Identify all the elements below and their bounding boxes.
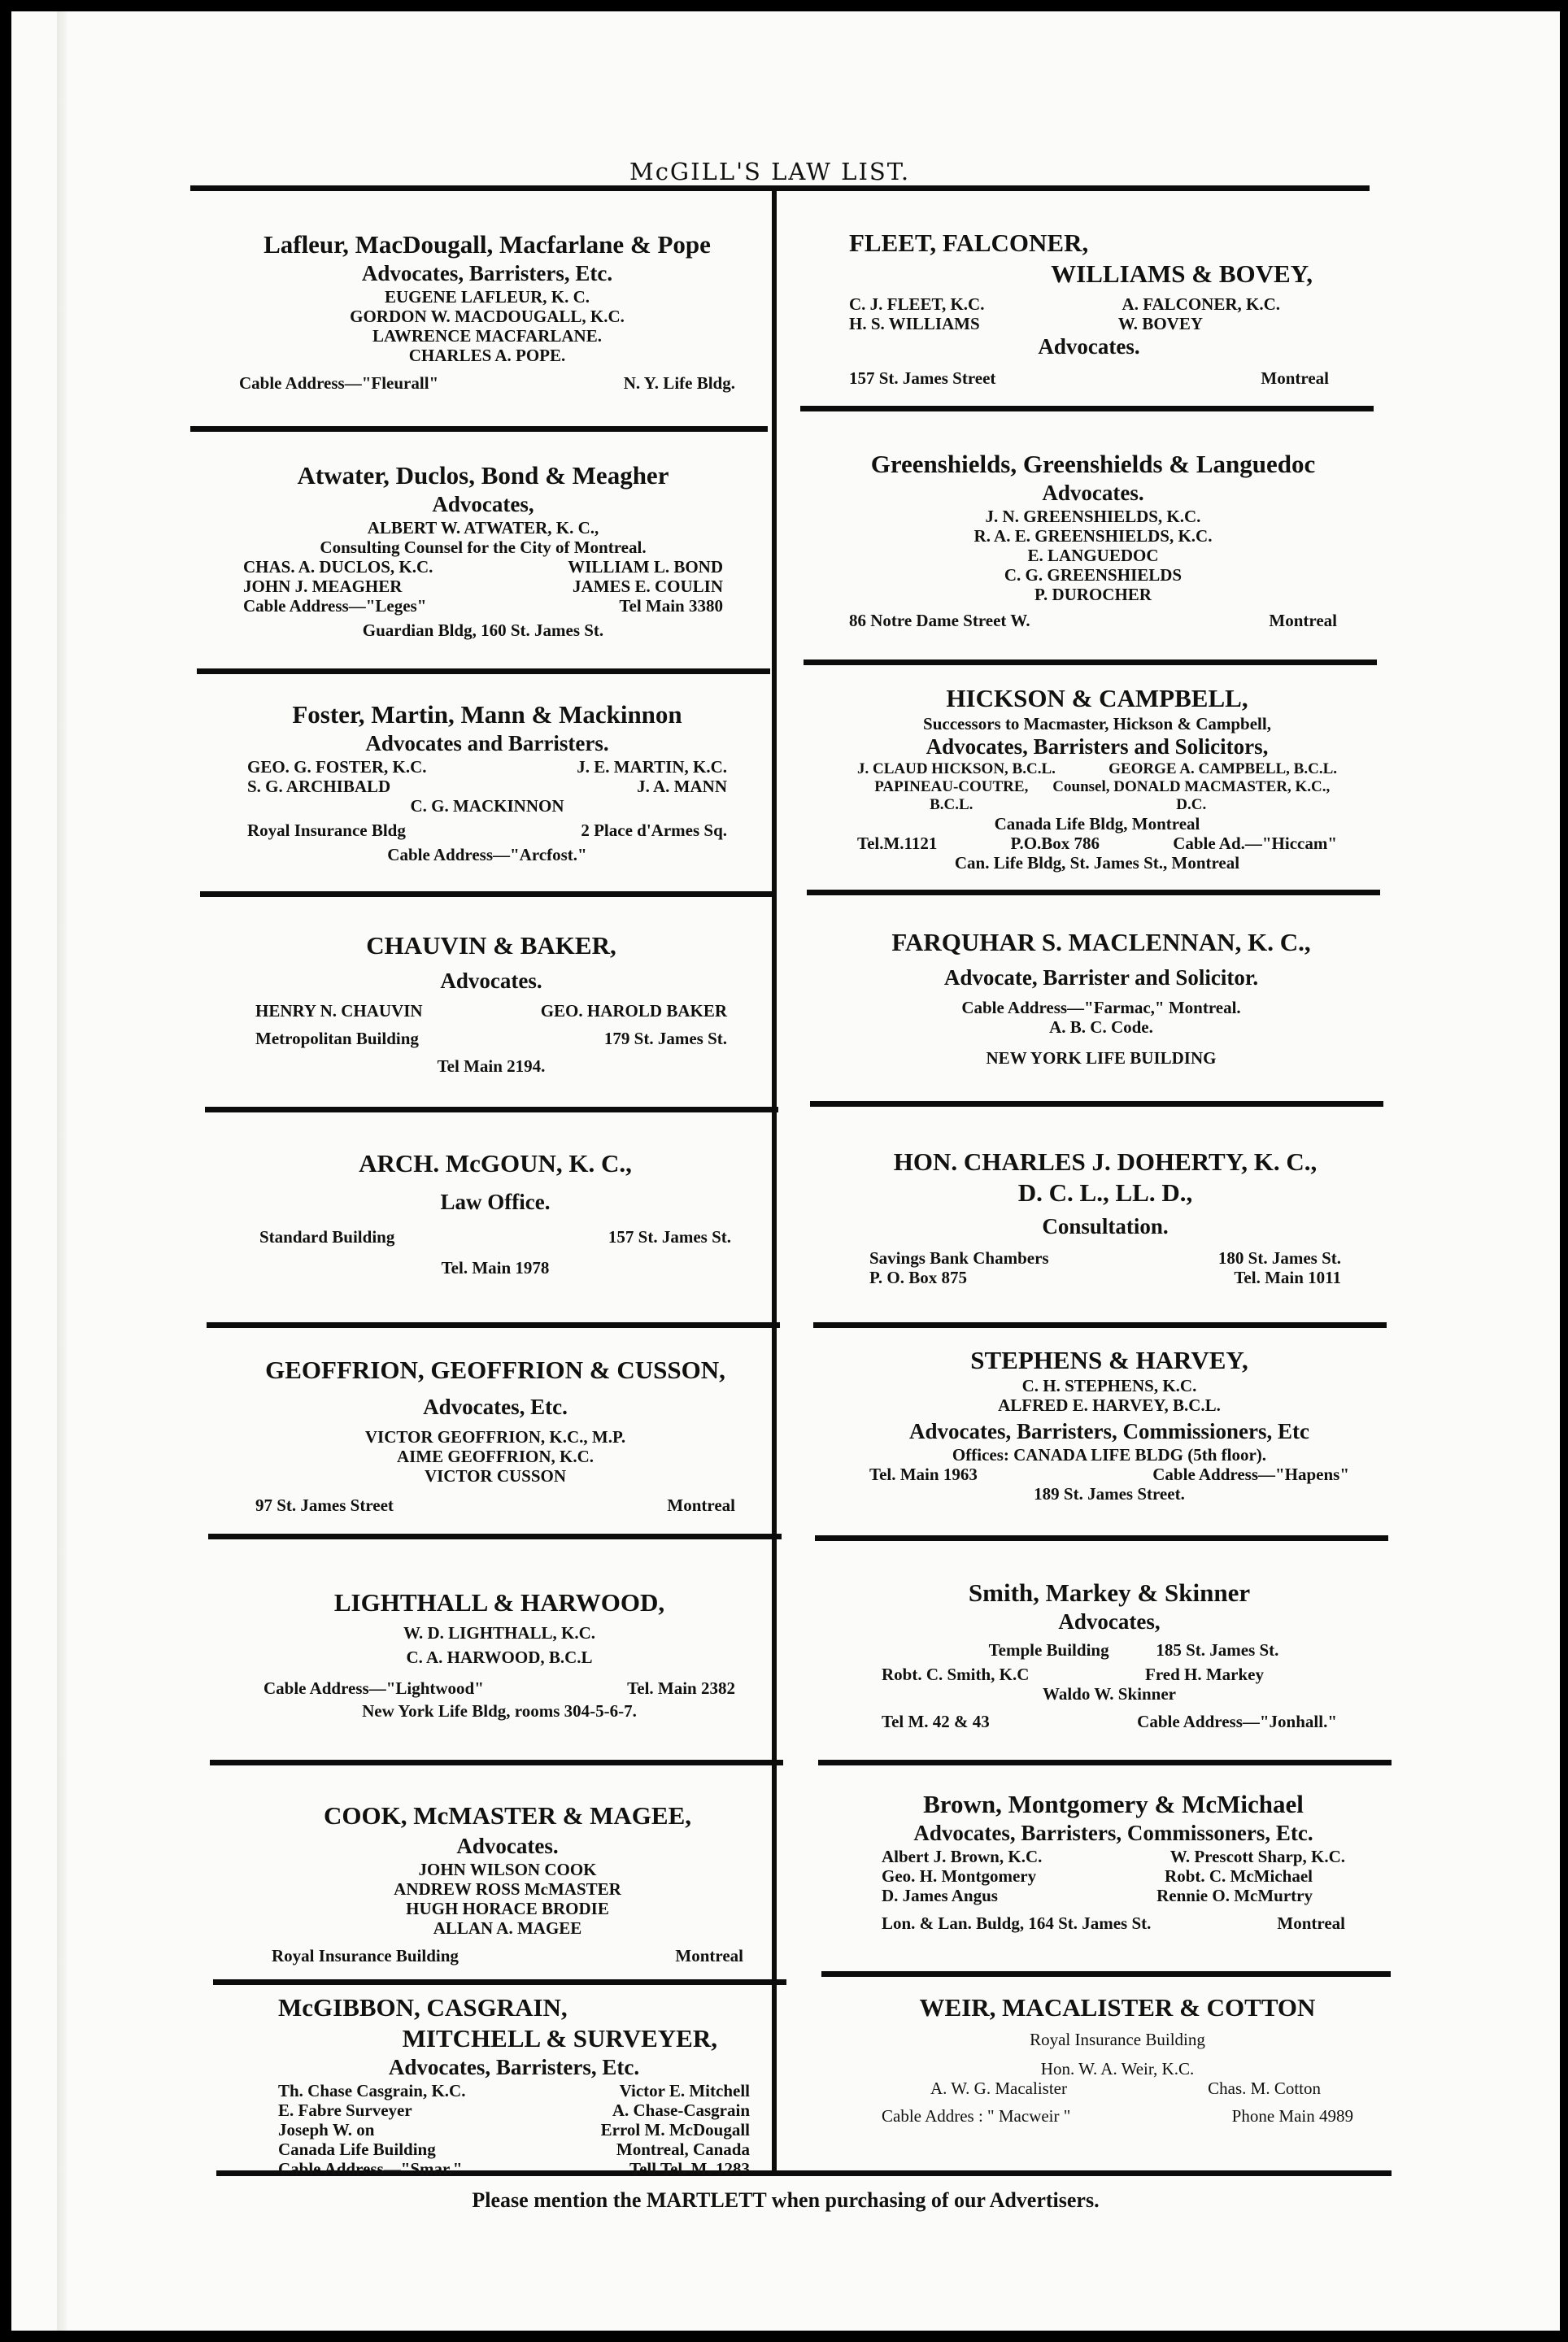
- pair-left: CHAS. A. DUCLOS, K.C.: [243, 557, 433, 577]
- ad-line: E. LANGUEDOC: [1027, 546, 1159, 565]
- pair-left: JOHN J. MEAGHER: [243, 577, 403, 596]
- ad-smith: [882, 1578, 1337, 1731]
- ad-hickson: [857, 683, 1337, 873]
- pair-right: W. BOVEY: [1117, 314, 1203, 333]
- ad-line: HUGH HORACE BRODIE: [406, 1899, 609, 1918]
- ad-pair: [243, 596, 723, 616]
- ad-maclennan: [865, 927, 1337, 1068]
- pair-right: JAMES E. COULIN: [573, 577, 723, 596]
- pair-left: Tel M. 42 & 43: [882, 1712, 990, 1731]
- ad-pair: [255, 1001, 727, 1021]
- pair-left: Th. Chase Casgrain, K.C.: [278, 2081, 466, 2100]
- pair-right: Counsel, DONALD MACMASTER, K.C., D.C.: [1052, 778, 1331, 813]
- pair-right: Victor E. Mitchell: [619, 2081, 750, 2100]
- pair-left: E. Fabre Surveyer: [278, 2100, 412, 2120]
- advertiser-notice: Please mention the MARTLETT when purchasing of our Advertisers.: [472, 2188, 1100, 2212]
- column-divider: [772, 185, 777, 2176]
- phone: Tel.M.1121: [857, 834, 938, 853]
- pair-left: Joseph W. on: [278, 2120, 375, 2140]
- ad-pair: [278, 2120, 750, 2140]
- pair-right: Montreal: [1269, 611, 1337, 630]
- ad-cook: [272, 1800, 743, 1965]
- ad-geoffrion: [255, 1355, 735, 1515]
- pair-left: Royal Insurance Building: [272, 1946, 459, 1965]
- pair-right: A. FALCONER, K.C.: [1122, 294, 1280, 314]
- pair-left: Lon. & Lan. Buldg, 164 St. James St.: [882, 1913, 1152, 1933]
- ad-title: Brown, Montgomery & McMichael: [923, 1790, 1304, 1818]
- ad-subtitle: Advocate, Barrister and Solicitor.: [943, 965, 1259, 990]
- ad-brown: [882, 1789, 1345, 1933]
- pair-right: 157 St. James St.: [608, 1227, 731, 1247]
- ad-subtitle: Advocates, Barristers, Commissioners, Etc: [909, 1419, 1309, 1443]
- pair-right: 2 Place d'Armes Sq.: [581, 821, 727, 840]
- pair-right: Montreal: [1277, 1913, 1345, 1933]
- ad-pair: [247, 777, 727, 796]
- ad-pair: [243, 577, 723, 596]
- pair-right: Cable Address—"Hapens": [1152, 1465, 1349, 1484]
- pair-left: D. James Angus: [882, 1886, 998, 1905]
- pair-right: Robt. C. McMichael: [1165, 1866, 1313, 1886]
- left-rule-1: [190, 426, 768, 432]
- ad-line: GORDON W. MACDOUGALL, K.C.: [350, 307, 625, 326]
- ad-subtitle: Advocates.: [1038, 334, 1140, 359]
- ad-title: MITCHELL & SURVEYER,: [402, 2024, 717, 2053]
- cable-address: Cable Address—"Fleurall": [239, 373, 439, 393]
- ad-subtitle: Advocates, Etc.: [423, 1395, 568, 1419]
- ad-pair: [849, 368, 1329, 388]
- ad-pair: [849, 294, 1329, 314]
- ad-line: Successors to Macmaster, Hickson & Campbell,: [923, 714, 1271, 734]
- ad-mcgibbon: [278, 1992, 750, 2179]
- right-rule-4: [810, 1101, 1383, 1107]
- ad-title: HICKSON & CAMPBELL,: [946, 684, 1248, 712]
- right-rule-8: [821, 1971, 1391, 1977]
- ad-pair: [882, 1712, 1337, 1731]
- ad-pair: [247, 821, 727, 840]
- left-rule-6: [208, 1534, 782, 1539]
- pair-right: Montreal, Canada: [616, 2140, 750, 2159]
- ad-atwater: [243, 460, 723, 640]
- ad-title: Lafleur, MacDougall, Macfarlane & Pope: [264, 230, 711, 259]
- left-rule-7: [210, 1760, 783, 1765]
- right-rule-6: [815, 1535, 1388, 1541]
- ad-pair: [882, 1886, 1345, 1905]
- ad-pair: [849, 611, 1337, 630]
- pair-left: Cable Addres : " Macweir ": [882, 2106, 1071, 2126]
- ad-pair: [243, 557, 723, 577]
- pair-left: Canada Life Building: [278, 2140, 436, 2159]
- ad-line: AIME GEOFFRION, K.C.: [396, 1447, 595, 1466]
- page: [11, 11, 1560, 2331]
- pair-left: PAPINEAU-COUTRE, B.C.L.: [874, 778, 1029, 813]
- ad-pair: [247, 757, 727, 777]
- pair-right: Cable Address—"Jonhall.": [1137, 1712, 1337, 1731]
- pair-right: Chas. M. Cotton: [1208, 2079, 1321, 2098]
- ad-line: R. A. E. GREENSHIELDS, K.C.: [973, 526, 1213, 546]
- ad-fleet: [849, 228, 1329, 388]
- pair-left: A. W. G. Macalister: [930, 2079, 1067, 2098]
- pair-right: WILLIAM L. BOND: [568, 557, 723, 577]
- ad-subtitle: Consultation.: [1042, 1214, 1169, 1238]
- ad-line: LAWRENCE MACFARLANE.: [372, 326, 602, 346]
- ad-title: ARCH. McGOUN, K. C.,: [359, 1149, 632, 1178]
- pair-left: Royal Insurance Bldg: [247, 821, 406, 840]
- ad-line: C. G. GREENSHIELDS: [1004, 565, 1183, 585]
- ad-line: C. G. MACKINNON: [410, 796, 564, 816]
- ad-title: Atwater, Duclos, Bond & Meagher: [297, 461, 669, 490]
- pair-right: GEORGE A. CAMPBELL, B.C.L.: [1108, 760, 1337, 777]
- pair-right: Montreal: [1261, 368, 1329, 388]
- ad-subtitle: Advocates and Barristers.: [365, 731, 609, 755]
- ad-subtitle: Advocates,: [1058, 1609, 1161, 1634]
- ad-line: Waldo W. Skinner: [1043, 1684, 1176, 1704]
- ad-title: McGIBBON, CASGRAIN,: [278, 1993, 568, 2022]
- ad-pair: [278, 2081, 750, 2100]
- ad-pair: [278, 2159, 750, 2179]
- ad-pair: [272, 1946, 743, 1965]
- pair-left: Cable Address—"Smar.": [278, 2159, 463, 2179]
- ad-title: FLEET, FALCONER,: [849, 229, 1089, 257]
- ad-address: 189 St. James Street.: [1034, 1484, 1185, 1504]
- building: N. Y. Life Bldg.: [623, 373, 735, 393]
- ad-pair: [882, 1847, 1345, 1866]
- ad-line: ALFRED E. HARVEY, B.C.L.: [998, 1395, 1221, 1415]
- ad-subtitle: Law Office.: [440, 1190, 551, 1214]
- cable-address: Cable Address—"Arcfost.": [387, 845, 587, 864]
- ad-pair: [259, 1227, 731, 1247]
- page-edge: [57, 11, 67, 2331]
- ad-pair: [882, 2079, 1353, 2098]
- ad-subtitle: Royal Insurance Building: [1030, 2030, 1205, 2049]
- pair-right: Tel. Main 1011: [1234, 1268, 1341, 1287]
- top-rule: [190, 185, 1370, 191]
- pair-left: GEO. G. FOSTER, K.C.: [247, 757, 427, 777]
- pair-right: Montreal: [667, 1495, 735, 1515]
- ad-doherty: [869, 1147, 1341, 1287]
- pair-right: Tel Main 3380: [619, 596, 723, 616]
- ad-line: C. A. HARWOOD, B.C.L: [406, 1648, 593, 1667]
- pair-left: Geo. H. Montgomery: [882, 1866, 1037, 1886]
- ad-line: Canada Life Bldg, Montreal: [994, 814, 1200, 834]
- ad-subtitle: Advocates.: [456, 1834, 559, 1858]
- ad-subtitle: Advocates, Barristers and Solicitors,: [926, 734, 1269, 759]
- pair-right: J. A. MANN: [637, 777, 727, 796]
- left-rule-8: [213, 1979, 786, 1985]
- ad-pair: [869, 1248, 1341, 1268]
- ad-title: CHAUVIN & BAKER,: [366, 931, 616, 960]
- ad-line: Cable Address—"Farmac," Montreal.: [961, 998, 1241, 1017]
- ad-phone: Tel. Main 1978: [441, 1258, 550, 1278]
- ad-pair: [278, 2100, 750, 2120]
- ad-address: Guardian Bldg, 160 St. James St.: [362, 620, 604, 640]
- ad-line: Consulting Counsel for the City of Montreal.: [320, 538, 647, 557]
- ad-line: J. N. GREENSHIELDS, K.C.: [985, 507, 1201, 526]
- ad-line: JOHN WILSON COOK: [418, 1860, 597, 1879]
- ad-title: FARQUHAR S. MACLENNAN, K. C.,: [891, 928, 1311, 956]
- pair-left: P. O. Box 875: [869, 1268, 967, 1287]
- pair-right: Tell Tel. M. 1283: [629, 2159, 750, 2179]
- ad-pair: [255, 1029, 727, 1048]
- pair-left: Metropolitan Building: [255, 1029, 419, 1048]
- ad-pair: [869, 1268, 1341, 1287]
- pair-right: Montreal: [675, 1946, 743, 1965]
- pair-right: A. Chase-Casgrain: [612, 2100, 750, 2120]
- ad-phone: Tel Main 2194.: [437, 1056, 546, 1076]
- ad-title: WEIR, MACALISTER & COTTON: [919, 1993, 1316, 2022]
- ad-mcgoun: [259, 1148, 731, 1278]
- ad-pair: [857, 778, 1337, 814]
- ad-line: Temple Building 185 St. James St.: [988, 1640, 1279, 1660]
- ad-line: EUGENE LAFLEUR, K. C.: [384, 287, 590, 307]
- ad-title: GEOFFRION, GEOFFRION & CUSSON,: [265, 1356, 725, 1384]
- ad-title: Foster, Martin, Mann & Mackinnon: [292, 700, 682, 729]
- left-rule-2: [197, 668, 770, 674]
- ad-subtitle: Advocates.: [1042, 481, 1144, 505]
- ad-line: ALBERT W. ATWATER, K. C.,: [367, 518, 599, 538]
- ad-line: A. B. C. Code.: [1049, 1017, 1153, 1037]
- pair-left: Robt. C. Smith, K.C: [882, 1665, 1030, 1684]
- left-rule-5: [207, 1322, 780, 1328]
- ad-address: New York Life Bldg, rooms 304-5-6-7.: [362, 1701, 637, 1721]
- pair-right: Fred H. Markey: [1145, 1665, 1264, 1684]
- ad-chauvin: [255, 930, 727, 1076]
- pair-left: 157 St. James Street: [849, 368, 996, 388]
- page-header: McGILL'S LAW LIST.: [629, 158, 911, 185]
- ad-foster: [247, 699, 727, 864]
- right-rule-5: [813, 1322, 1387, 1328]
- ad-title: LIGHTHALL & HARWOOD,: [333, 1588, 665, 1617]
- ad-pair: [869, 1465, 1349, 1484]
- ad-line: Offices: CANADA LIFE BLDG (5th floor).: [952, 1445, 1267, 1465]
- left-rule-3: [200, 891, 773, 897]
- ad-title: WILLIAMS & BOVEY,: [1051, 259, 1313, 288]
- ad-lighthall: [264, 1587, 735, 1721]
- ad-subtitle: Advocates,: [432, 492, 534, 516]
- ad-pair: [882, 1913, 1345, 1933]
- ad-line: CHARLES A. POPE.: [408, 346, 566, 365]
- ad-title: COOK, McMASTER & MAGEE,: [323, 1801, 692, 1830]
- pair-left: 86 Notre Dame Street W.: [849, 611, 1030, 630]
- pair-right: 179 St. James St.: [603, 1029, 727, 1048]
- ad-title: STEPHENS & HARVEY,: [970, 1346, 1248, 1374]
- ad-greenshields: [849, 449, 1337, 630]
- ad-line: W. D. LIGHTHALL, K.C.: [403, 1623, 596, 1643]
- pair-right: Errol M. McDougall: [600, 2120, 750, 2140]
- right-rule-3: [807, 890, 1380, 895]
- pair-left: HENRY N. CHAUVIN: [255, 1001, 423, 1021]
- left-rule-4: [205, 1107, 778, 1112]
- ad-pair: [857, 760, 1337, 778]
- ad-pair: [278, 2140, 750, 2159]
- ad-trio: [857, 834, 1337, 853]
- pair-left: 97 St. James Street: [255, 1495, 394, 1515]
- pair-left: Cable Address—"Lightwood": [264, 1678, 484, 1698]
- ad-line: ANDREW ROSS McMASTER: [394, 1879, 621, 1899]
- ad-weir: [882, 1992, 1353, 2126]
- ad-title: Greenshields, Greenshields & Languedoc: [870, 450, 1316, 478]
- cable-address: Cable Ad.—"Hiccam": [1173, 834, 1337, 853]
- right-rule-7: [818, 1760, 1392, 1765]
- ad-pair: [882, 2106, 1353, 2126]
- po-box: P.O.Box 786: [1010, 834, 1100, 853]
- ad-line: C. H. STEPHENS, K.C.: [1021, 1376, 1197, 1395]
- pair-right: J. E. MARTIN, K.C.: [577, 757, 727, 777]
- ad-pair: [849, 314, 1329, 333]
- ad-subtitle: Advocates, Barristers, Etc.: [361, 261, 613, 285]
- pair-right: Tel. Main 2382: [627, 1678, 735, 1698]
- pair-left: Standard Building: [259, 1227, 395, 1247]
- pair-left: S. G. ARCHIBALD: [247, 777, 391, 796]
- pair-right: 180 St. James St.: [1217, 1248, 1341, 1268]
- ad-line: Hon. W. A. Weir, K.C.: [1040, 2059, 1195, 2079]
- right-rule-2: [804, 660, 1377, 665]
- ad-line: P. DUROCHER: [1034, 585, 1152, 604]
- ad-lafleur: [239, 229, 735, 393]
- ad-stephens: [869, 1345, 1349, 1504]
- pair-right: Rennie O. McMurtry: [1156, 1886, 1313, 1905]
- pair-left: Tel. Main 1963: [869, 1465, 978, 1484]
- ad-contact-row: [239, 373, 735, 393]
- ad-pair: [882, 1665, 1337, 1684]
- pair-right: W. Prescott Sharp, K.C.: [1169, 1847, 1345, 1866]
- right-rule-1: [800, 406, 1374, 411]
- pair-left: C. J. FLEET, K.C.: [849, 294, 985, 314]
- ad-pair: [264, 1678, 735, 1698]
- ad-address: NEW YORK LIFE BUILDING: [986, 1048, 1217, 1068]
- ad-title: D. C. L., LL. D.,: [1017, 1178, 1193, 1207]
- ad-pair: [255, 1495, 735, 1515]
- ad-line: VICTOR CUSSON: [424, 1466, 567, 1486]
- pair-left: Albert J. Brown, K.C.: [882, 1847, 1043, 1866]
- ad-line: ALLAN A. MAGEE: [433, 1918, 582, 1938]
- pair-right: Phone Main 4989: [1231, 2106, 1353, 2126]
- ad-title: HON. CHARLES J. DOHERTY, K. C.,: [893, 1147, 1318, 1176]
- ad-title: Smith, Markey & Skinner: [968, 1578, 1251, 1607]
- pair-left: Cable Address—"Leges": [243, 596, 427, 616]
- ad-address: Can. Life Bldg, St. James St., Montreal: [954, 853, 1240, 873]
- ad-pair: [882, 1866, 1345, 1886]
- pair-left: Savings Bank Chambers: [869, 1248, 1049, 1268]
- ad-subtitle: Advocates, Barristers, Etc.: [388, 2055, 640, 2079]
- ad-subtitle: Advocates, Barristers, Commissoners, Etc.: [913, 1821, 1313, 1845]
- ad-line: VICTOR GEOFFRION, K.C., M.P.: [364, 1427, 626, 1447]
- pair-left: H. S. WILLIAMS: [849, 314, 980, 333]
- pair-right: GEO. HAROLD BAKER: [540, 1001, 727, 1021]
- pair-left: J. CLAUD HICKSON, B.C.L.: [857, 760, 1056, 777]
- ad-subtitle: Advocates.: [440, 969, 542, 993]
